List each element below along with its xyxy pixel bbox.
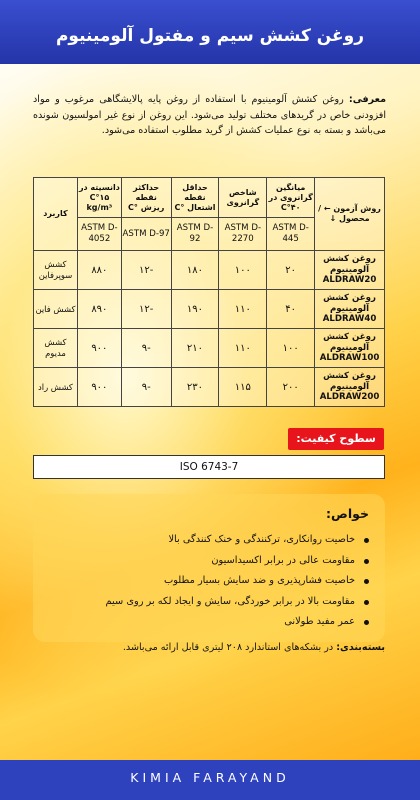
flash-point-cell: ۲۱۰	[171, 329, 219, 368]
intro-paragraph	[33, 92, 386, 139]
intro-text: روغن کشش آلومینیوم با استفاده از روغن پایه پالایشگاهی مرغوب و مواد افزودنی خاص در گریدهای مختلف تولید می‌شود. این روغن از نوع غیر امولسیون شونده می‌باشد و بسته به نوع عملیات کشش از گرید مطلوب استفاده می‌شود.	[33, 94, 386, 136]
viscosity-cell: ۲۰۰	[267, 368, 315, 407]
method-density: ASTM D-4052	[77, 218, 121, 251]
packaging-text: در بشکه‌های استاندارد ۲۰۸ لیتری قابل ارائه می‌باشد.	[122, 642, 334, 653]
viscosity-index-cell: ۱۱۵	[219, 368, 267, 407]
product-code: ALDRAW40	[322, 314, 377, 325]
product-name: روغن کشش آلومینیوم	[323, 371, 376, 392]
viscosity-index-cell: ۱۱۰	[219, 290, 267, 329]
list-item: عمر مفید طولانی	[49, 612, 369, 633]
table-row	[34, 368, 385, 407]
viscosity-cell: ۱۰۰	[267, 329, 315, 368]
content-area	[0, 64, 420, 760]
viscosity-cell: ۲۰	[267, 251, 315, 290]
application-cell: کشش فاین	[34, 290, 78, 329]
viscosity-cell: ۴۰	[267, 290, 315, 329]
list-item: مقاومت عالی در برابر اکسیداسیون	[49, 551, 369, 572]
header-flash-point: حداقل نقطه اشتعال °C	[171, 178, 219, 218]
properties-list	[49, 530, 369, 633]
viscosity-index-cell: ۱۱۰	[219, 329, 267, 368]
header-product-test: روش آزمون ← / محصول ↓	[315, 178, 385, 251]
properties-title: خواص:	[326, 506, 369, 521]
packaging-note	[33, 642, 385, 653]
flash-point-cell: ۱۸۰	[171, 251, 219, 290]
flash-point-cell: ۲۳۰	[171, 368, 219, 407]
pour-point-cell: -۹	[121, 329, 171, 368]
product-name: روغن کشش آلومینیوم	[323, 293, 376, 314]
packaging-label: بسته‌بندی:	[336, 642, 385, 653]
page-title: روغن کشش سیم و مفتول آلومینیوم	[55, 26, 365, 46]
product-code: ALDRAW20	[322, 275, 377, 286]
viscosity-index-cell: ۱۰۰	[219, 251, 267, 290]
product-name: روغن کشش آلومینیوم	[323, 332, 376, 353]
table-row	[34, 251, 385, 290]
spec-table	[33, 177, 385, 407]
header-viscosity-index: شاخص گرانروی	[219, 178, 267, 218]
application-cell: کشش مدیوم	[34, 329, 78, 368]
header-density: دانسیته در ۱۵°C kg/m³	[77, 178, 121, 218]
product-name: روغن کشش آلومینیوم	[323, 254, 376, 275]
method-flash-point: ASTM D-92	[171, 218, 219, 251]
pour-point-cell: -۱۲	[121, 290, 171, 329]
brand-name: KIMIA FARAYAND	[130, 770, 290, 785]
density-cell: ۹۰۰	[77, 368, 121, 407]
application-cell: کشش راد	[34, 368, 78, 407]
header-pour-point: حداکثر نقطه ریزش °C	[121, 178, 171, 218]
table-row	[34, 329, 385, 368]
header-application: کاربرد	[34, 178, 78, 251]
footer-bar	[0, 760, 420, 800]
quality-value: ISO 6743-7	[33, 455, 385, 479]
list-item: خاصیت فشارپذیری و ضد سایش بسیار مطلوب	[49, 571, 369, 592]
method-viscosity-index: ASTM D-2270	[219, 218, 267, 251]
pour-point-cell: -۱۲	[121, 251, 171, 290]
intro-label: معرفی:	[348, 94, 387, 105]
product-code: ALDRAW100	[319, 353, 380, 364]
application-cell: کشش سوپرفاین	[34, 251, 78, 290]
density-cell: ۹۰۰	[77, 329, 121, 368]
product-cell	[315, 329, 385, 368]
header-viscosity: میانگین گرانروی در ۴۰°C	[267, 178, 315, 218]
product-cell	[315, 251, 385, 290]
properties-box	[33, 494, 385, 642]
list-item: مقاومت بالا در برابر خوردگی، سایش و ایجاد لکه بر روی سیم	[49, 592, 369, 613]
product-cell	[315, 368, 385, 407]
quality-label: سطوح کیفیت:	[288, 428, 384, 450]
product-code: ALDRAW200	[319, 392, 380, 403]
list-item: خاصیت روانکاری، ترکنندگی و خنک کنندگی بالا	[49, 530, 369, 551]
density-cell: ۸۸۰	[77, 251, 121, 290]
density-cell: ۸۹۰	[77, 290, 121, 329]
product-cell	[315, 290, 385, 329]
method-viscosity: ASTM D-445	[267, 218, 315, 251]
header-banner	[0, 0, 420, 64]
table-row	[34, 290, 385, 329]
method-pour-point: ASTM D-97	[121, 218, 171, 251]
pour-point-cell: -۹	[121, 368, 171, 407]
flash-point-cell: ۱۹۰	[171, 290, 219, 329]
